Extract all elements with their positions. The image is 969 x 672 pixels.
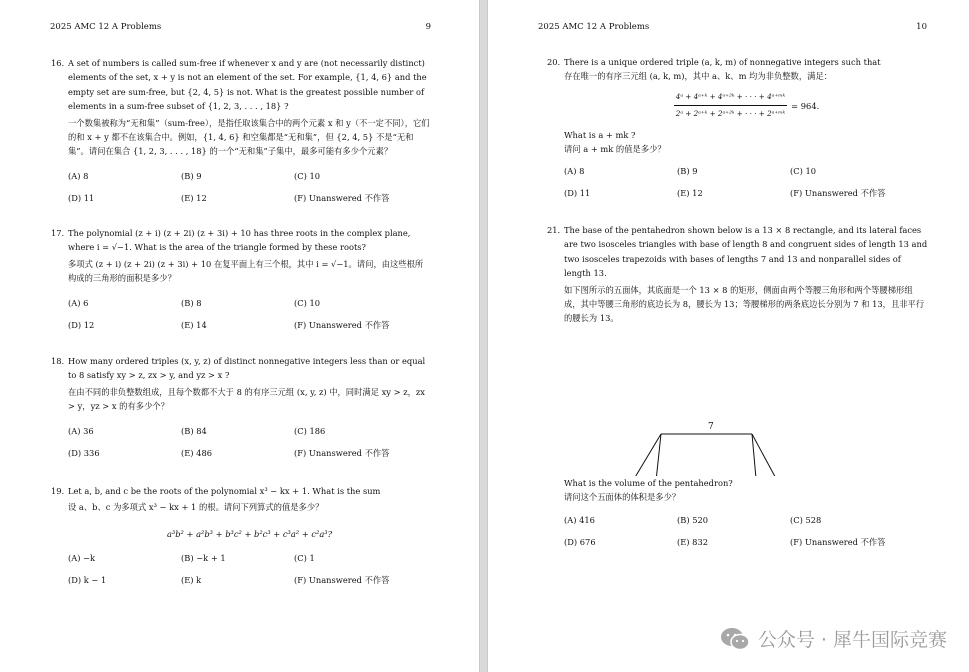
problem-number: 16.: [51, 58, 65, 68]
problem-text-en: How many ordered triples (x, y, z) of distinct nonnegative integers less than or equal to 8 satisfy xy > z, zx > y, and yz > x ?: [68, 356, 426, 381]
question-en: What is a + mk ?: [564, 129, 636, 140]
left-back-edge: [601, 434, 661, 476]
problem-text-zh: 设 a、b、c 为多项式 x³ − kx + 1 的根。请问下列算式的值是多少？: [68, 502, 324, 513]
choice-e[interactable]: (E) 832: [677, 536, 709, 547]
label-top: 7: [708, 421, 714, 432]
equation-rhs: = 964.: [791, 100, 820, 111]
watermark-text: 公众号 · 犀牛国际竞赛: [757, 629, 947, 651]
header-title: 2025 AMC 12 A Problems: [50, 22, 162, 32]
choice-a[interactable]: (A) 8: [564, 166, 585, 177]
choice-b[interactable]: (B) 84: [181, 425, 207, 436]
page-number: 10: [916, 22, 927, 32]
choice-b[interactable]: (B) 9: [181, 170, 202, 181]
problem-text-zh: 存在唯一的有序三元组 (a, k, m)，其中 a、k、m 均为非负整数，满足：: [564, 71, 833, 82]
choice-f[interactable]: (F) Unanswered 不作答: [790, 536, 886, 547]
fraction-denominator: 2ᵃ + 2ᵃ⁺ᵏ + 2ᵃ⁺²ᵏ + · · · + 2ᵃ⁺ᵐᵏ: [675, 109, 786, 119]
page-number: 9: [425, 22, 431, 32]
choice-b[interactable]: (B) 8: [181, 297, 202, 308]
choice-c[interactable]: (C) 1: [294, 553, 315, 564]
problem-number: 19.: [51, 486, 65, 496]
question-en: What is the volume of the pentahedron?: [564, 477, 733, 488]
choice-d[interactable]: (D) 11: [68, 192, 95, 203]
left-front-edge: [648, 434, 661, 476]
choice-e[interactable]: (E) 14: [181, 319, 207, 330]
choice-d[interactable]: (D) 336: [68, 447, 100, 458]
choice-e[interactable]: (E) 12: [677, 188, 703, 199]
choice-f[interactable]: (F) Unanswered 不作答: [294, 192, 390, 203]
choice-b[interactable]: (B) 520: [677, 514, 709, 525]
choice-a[interactable]: (A) 416: [564, 514, 595, 525]
problem-21: [547, 223, 929, 561]
choice-c[interactable]: (C) 10: [790, 166, 817, 177]
problem-20: [547, 55, 929, 212]
choice-d[interactable]: (D) 12: [68, 319, 95, 330]
page-header: [50, 22, 431, 32]
pentahedron-diagram: [564, 326, 929, 476]
problem-text-en: There is a unique ordered triple (a, k, m) of nonnegative integers such that: [564, 57, 881, 67]
choice-d[interactable]: (D) 676: [564, 536, 596, 547]
problem-text-en: A set of numbers is called sum-free if whenever x and y are (not necessarily distinct) elements of the set, x + y is not an element of the set. For example, {1, 4, 6} and the empty set are sum-free, but {2, 4, 5} is not. What is the greatest possible number of elements in a sum-free subset of {1, 2, 3, . . . , 18} ?: [68, 58, 427, 112]
choice-a[interactable]: (A) 6: [68, 297, 89, 308]
choice-c[interactable]: (C) 10: [294, 297, 321, 308]
problem-18: [51, 354, 431, 472]
problem-19: [51, 484, 431, 599]
choice-a[interactable]: (A) 8: [68, 170, 89, 181]
choice-f[interactable]: (F) Unanswered 不作答: [790, 188, 886, 199]
question-zh: 请问这个五面体的体积是多少？: [564, 492, 681, 503]
answer-choices: [68, 169, 431, 217]
choice-c[interactable]: (C) 186: [294, 425, 326, 436]
answer-choices: [564, 164, 929, 212]
problem-text-en: Let a, b, and c be the roots of the polynomial x³ − kx + 1. What is the sum: [68, 486, 381, 496]
header-title: 2025 AMC 12 A Problems: [538, 22, 650, 32]
problem-17: [51, 226, 431, 344]
problem-number: 20.: [547, 57, 561, 67]
page-header: [538, 22, 927, 32]
choice-c[interactable]: (C) 528: [790, 514, 822, 525]
problem-text-en: The polynomial (z + i) (z + 2i) (z + 3i) + 10 has three roots in the complex plane, where i = √−1. What is the area of the triangle formed by these roots?: [68, 228, 411, 253]
problem-text-zh: 多项式 (z + i) (z + 2i) (z + 3i) + 10 在复平面上有三个根，其中 i = √−1。请问，由这些根所构成的三角形的面积是多少？: [68, 258, 424, 284]
choice-c[interactable]: (C) 10: [294, 170, 321, 181]
fraction: [674, 90, 787, 122]
choice-b[interactable]: (B) −k + 1: [181, 553, 226, 564]
answer-choices: [68, 551, 431, 599]
choice-a[interactable]: (A) 36: [68, 425, 94, 436]
choice-d[interactable]: (D) k − 1: [68, 575, 107, 586]
problem-16: [51, 56, 431, 217]
watermark: [720, 625, 947, 652]
choice-e[interactable]: (E) 486: [181, 447, 213, 458]
question-zh: 请问 a + mk 的值是多少？: [564, 144, 666, 155]
right-back-edge: [752, 434, 806, 476]
answer-choices: [564, 513, 929, 561]
answer-choices: [68, 424, 431, 472]
choice-a[interactable]: (A) −k: [68, 553, 96, 564]
choice-d[interactable]: (D) 11: [564, 188, 591, 199]
pentahedron-figure: [564, 326, 949, 476]
choice-f[interactable]: (F) Unanswered 不作答: [294, 447, 390, 458]
choice-e[interactable]: (E) k: [181, 575, 202, 586]
wechat-icon: [720, 626, 750, 652]
problem-text-zh: 在由不同的非负整数组成，且每个数都不大于 8 的有序三元组 (x, y, z) 中，同时满足 xy > z，zx > y，yz > x 的有多少个？: [68, 386, 425, 412]
choice-b[interactable]: (B) 9: [677, 166, 698, 177]
right-front-edge: [752, 434, 763, 476]
fraction-equation: [564, 90, 929, 122]
fraction-numerator: 4ᵃ + 4ᵃ⁺ᵏ + 4ᵃ⁺²ᵏ + · · · + 4ᵃ⁺ᵐᵏ: [674, 90, 787, 106]
problem-number: 21.: [547, 225, 561, 235]
problem-text-zh: 一个数集被称为“无和集”（sum-free），是指任取该集合中的两个元素 x 和 y（不一定不同），它们的和 x + y 都不在该集合中。例如，{1, 4, 6} 和空集都是“无和集”，但 {2, 4, 5} 不是“无和集”。请问在集合 {1, 2, 3, . . . , 18} 的一个“无和集”子集中，最多可能有多少个元素？: [68, 117, 430, 157]
problem-number: 18.: [51, 356, 65, 366]
problem-text-en: The base of the pentahedron shown below is a 13 × 8 rectangle, and its lateral faces are two isosceles triangles with base of length 8 and congruent sides of length 13 and two isosceles trapezoids with bases of lengths 7 and 13 and nonparallel sides of length 13.: [564, 225, 928, 279]
problem-text-zh: 如下图所示的五面体，其底面是一个 13 × 8 的矩形，侧面由两个等腰三角形和两个等腰梯形组成，其中等腰三角形的底边长为 8，腰长为 13；等腰梯形的两条底边长分别为 7 和 13，且非平行的腰长为 13。: [564, 284, 925, 324]
choice-f[interactable]: (F) Unanswered 不作答: [294, 575, 390, 586]
sum-formula: a³b² + a²b³ + b³c² + b²c³ + c³a² + c²a³?: [166, 528, 333, 539]
answer-choices: [68, 296, 431, 344]
page-gap: [479, 0, 488, 672]
problem-number: 17.: [51, 228, 65, 238]
choice-f[interactable]: (F) Unanswered 不作答: [294, 319, 390, 330]
choice-e[interactable]: (E) 12: [181, 192, 207, 203]
